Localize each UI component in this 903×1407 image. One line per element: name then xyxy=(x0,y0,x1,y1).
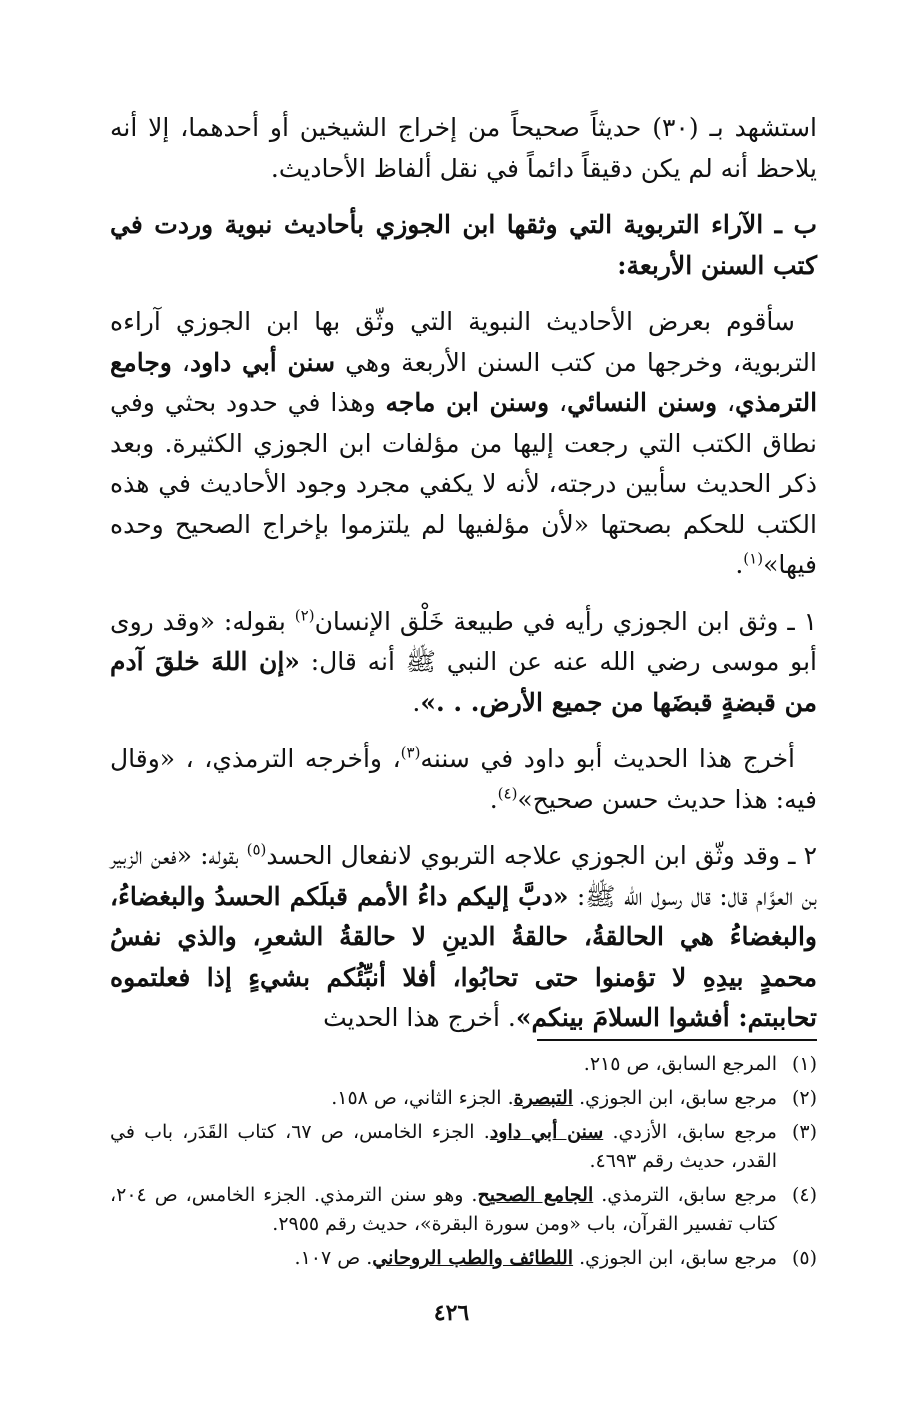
footnote-4 xyxy=(110,1181,817,1239)
footnote-post: . ص ١٠٧. xyxy=(294,1247,373,1269)
p2-end: . xyxy=(735,550,744,579)
p4-text-b: ، وأخرجه الترمذي، ، «وقال فيه: هذا حديث حسن صحيح» xyxy=(110,744,817,814)
p3-text-b: بقوله: «وقد روى أبو موسى رضي الله عنه عن النبي ﷺ أنه قال: xyxy=(110,606,817,676)
paragraph-3 xyxy=(110,602,817,724)
footnote-pre: مرجع سابق، ابن الجوزي. xyxy=(573,1087,777,1109)
footnote-ref-3: (٣) xyxy=(400,743,421,762)
footnote-title: سنن أبي داود xyxy=(489,1121,604,1143)
footnote-pre: مرجع سابق، الأزدي. xyxy=(603,1121,777,1143)
page-number: ٤٢٦ xyxy=(433,1300,470,1326)
p5-hadith: «دبَّ إليكم داءُ الأمم قبلَكم الحسدُ والبغضاءُ، والبغضاءُ هي الحالقةُ، حالقةُ الدينِ لا حالقةُ الشعرِ، والذي نفسُ محمدٍ بيدِهِ لا تؤمنوا حتى تحابُوا، أفلا أنبِّئُكم بشيءٍ إذا فعلتموه تحاببتم: أفشوا السلامَ بينكم» xyxy=(110,881,817,1032)
footnote-title: اللطائف والطب الروحاني xyxy=(372,1247,574,1269)
footnote-ref-5: (٥) xyxy=(246,840,267,859)
page-body xyxy=(110,108,817,1055)
paragraph-2 xyxy=(110,302,817,586)
footnote-ref-2: (٢) xyxy=(294,606,315,625)
p2-bold-nasai: وسنن النسائي xyxy=(567,388,718,417)
footnote-divider xyxy=(537,1039,817,1041)
p2-text-g: وهذا في حدود بحثي وفي نطاق الكتب التي رجعت إليها من مؤلفات ابن الجوزي الكثيرة. وبعد ذكر الحديث سأبين درجته، لأنه لا يكفي مجرد وجود الأحاديث في هذه الكتب للحكم بصحتها «لأن مؤلفيها لم يلتزموا بإخراج الصحيح وحده فيها» xyxy=(110,388,817,579)
footnote-text xyxy=(110,1084,777,1113)
p3-hadith: «إن اللهَ خلقَ آدم من قبضةٍ قبضَها من جميع الأرض. . .» xyxy=(110,647,817,717)
paragraph-5 xyxy=(110,836,817,1039)
paragraph-4 xyxy=(110,739,817,820)
footnote-number: (٢) xyxy=(791,1087,817,1109)
footnote-text xyxy=(110,1181,777,1239)
footnote-post: . الجزء الخامس، ص ٦٧، كتاب القَدَر، باب في القدر، حديث رقم ٤٦٩٣. xyxy=(110,1121,777,1172)
footnote-post: . الجزء الثاني، ص ١٥٨. xyxy=(331,1087,514,1109)
footnote-pre: المرجع السابق، ص ٢١٥. xyxy=(583,1053,777,1075)
paragraph-1-text: استشهد بـ (٣٠) حديثاً صحيحاً من إخراج الشيخين أو أحدهما، إلا أنه يلاحظ أنه لم يكن دقيقاً دائماً في نقل ألفاظ الأحاديث. xyxy=(110,113,817,183)
footnote-ref-1: (١) xyxy=(743,549,764,568)
p2-text-a: سأقوم بعرض الأحاديث النبوية التي وثّق بها ابن الجوزي آراءه التربوية، وخرجها من كتب السنن الأربعة وهي xyxy=(110,307,817,377)
footnote-text xyxy=(110,1050,777,1079)
p5-text-a: ٢ ـ وقد وثّق ابن الجوزي علاجه التربوي لانفعال الحسد xyxy=(266,841,817,870)
footnote-post: . وهو سنن الترمذي. الجزء الخامس، ص ٢٠٤، كتاب تفسير القرآن، باب «ومن سورة البقرة»، حديث رقم ٢٩٥٥. xyxy=(110,1184,777,1235)
p2-sep-1: ، xyxy=(171,347,190,377)
footnote-pre: مرجع سابق، ابن الجوزي. xyxy=(573,1247,777,1269)
footnote-number: (٥) xyxy=(791,1247,817,1269)
p4-end: . xyxy=(489,784,498,814)
p2-bold-ibn-majah: وسنن ابن ماجه xyxy=(385,388,550,417)
footnote-pre: مرجع سابق، الترمذي. xyxy=(593,1184,777,1206)
footnote-text xyxy=(110,1244,777,1273)
footnote-number: (٤) xyxy=(791,1184,817,1206)
footnote-title: التبصرة xyxy=(513,1087,574,1109)
footnote-text xyxy=(110,1118,777,1176)
paragraph-1 xyxy=(110,108,817,189)
footnote-number: (١) xyxy=(791,1053,817,1075)
footnote-5 xyxy=(110,1244,817,1273)
p2-sep-3: ، xyxy=(549,388,568,417)
footnote-title: الجامع الصحيح xyxy=(477,1184,594,1206)
footnote-number: (٣) xyxy=(791,1121,817,1143)
p2-sep-2: ، xyxy=(717,388,736,417)
p3-end: . xyxy=(412,687,421,717)
p5-text-b: بقوله: «فعن الزبير بن العوَّام قال: قال رسول الله ﷺ: xyxy=(110,841,817,911)
footnote-ref-4: (٤) xyxy=(497,784,518,803)
p3-text-a: ١ ـ وثق ابن الجوزي رأيه في طبيعة خَلْق الإنسان xyxy=(314,606,817,636)
footnote-2 xyxy=(110,1084,817,1113)
footnotes xyxy=(110,1050,817,1278)
p5-end: . أخرج هذا الحديث xyxy=(323,1003,516,1032)
p4-text-a: أخرج هذا الحديث أبو داود في سننه xyxy=(420,744,795,773)
footnote-1 xyxy=(110,1050,817,1079)
section-heading: ب ـ الآراء التربوية التي وثقها ابن الجوزي بأحاديث نبوية وردت في كتب السنن الأربعة: xyxy=(110,210,817,280)
p2-bold-abu-dawud: سنن أبي داود xyxy=(189,347,336,377)
p2-bold-tirmidhi: وجامع الترمذي xyxy=(110,347,818,417)
footnote-3 xyxy=(110,1118,817,1176)
